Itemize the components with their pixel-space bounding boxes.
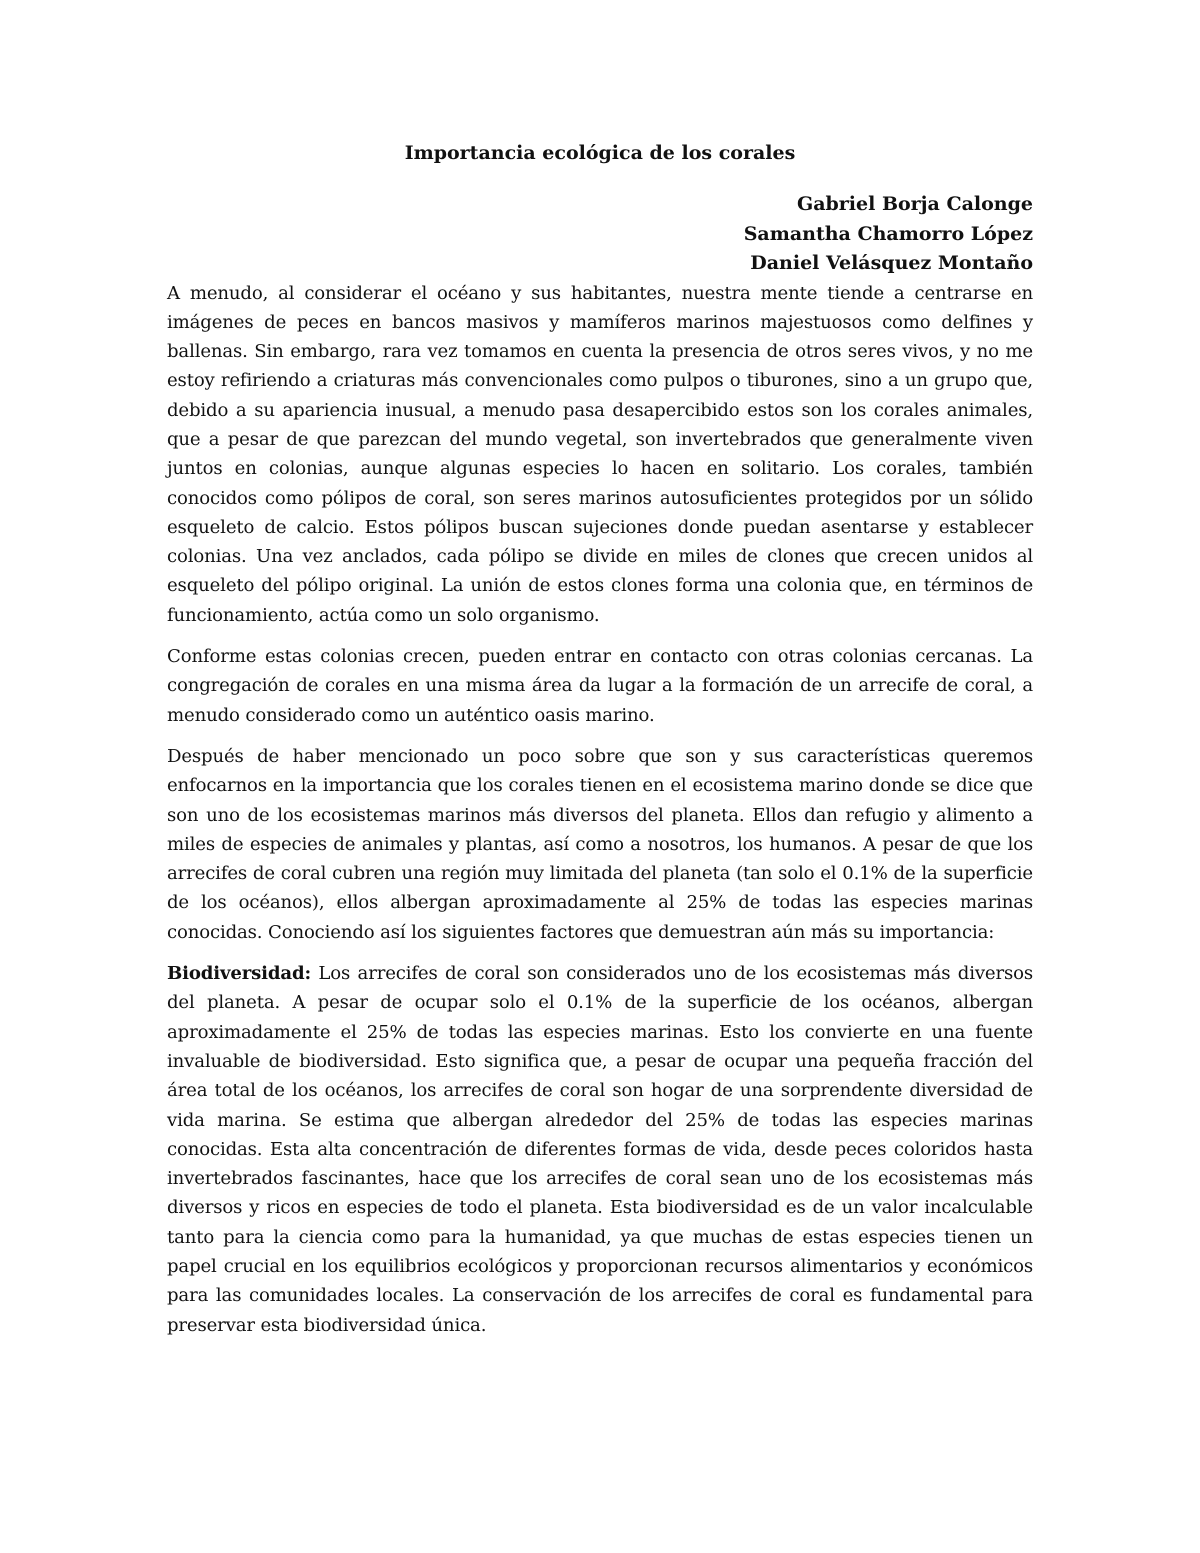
document-title: Importancia ecológica de los corales xyxy=(404,142,796,164)
body-paragraph: A menudo, al considerar el océano y sus habitantes, nuestra mente tiende a centrarse en imágenes de peces en bancos masivos y mamíferos marinos majestuosos como delfines y ballenas. Sin embargo, rara vez tomamos en cuenta la presencia de otros seres vivos, y no me estoy refiriendo a criaturas más convencionales como pulpos o tiburones, sino a un grupo que, debido a su apariencia inusual, a menudo pasa desapercibido estos son los corales animales, que a pesar de que parezcan del mundo vegetal, son invertebrados que generalmente viven juntos en colonias, aunque algunas especies lo hacen en solitario. Los corales, también conocidos como pólipos de coral, son seres marinos autosuficientes protegidos por un sólido esqueleto de calcio. Estos pólipos buscan sujeciones donde puedan asentarse y establecer colonias. Una vez anclados, cada pólipo se divide en miles de clones que crecen unidos al esqueleto del pólipo original. La unión de estos clones forma una colonia que, en términos de funcionamiento, actúa como un solo organismo. xyxy=(167,282,1033,626)
author-name: Daniel Velásquez Montaño xyxy=(750,252,1033,274)
document-page xyxy=(167,138,1033,1352)
author-list xyxy=(167,190,1033,279)
body-paragraph: Después de haber mencionado un poco sobre que son y sus características queremos enfocarnos en la importancia que los corales tienen en el ecosistema marino donde se dice que son uno de los ecosistemas marinos más diversos del planeta. Ellos dan refugio y alimento a miles de especies de animales y plantas, así como a nosotros, los humanos. A pesar de que los arrecifes de coral cubren una región muy limitada del planeta (tan solo el 0.1% de la superficie de los océanos), ellos albergan aproximadamente al 25% de todas las especies marinas conocidas. Conociendo así los siguientes factores que demuestran aún más su importancia: xyxy=(167,745,1033,943)
biodiversity-text: Los arrecifes de coral son considerados uno de los ecosistemas más diversos del planeta. A pesar de ocupar solo el 0.1% de la superficie de los océanos, albergan aproximadamente el 25% de todas las especies marinas. Esto los convierte en una fuente invaluable de biodiversidad. Esto significa que, a pesar de ocupar una pequeña fracción del área total de los océanos, los arrecifes de coral son hogar de una sorprendente diversidad de vida marina. Se estima que albergan alrededor del 25% de todas las especies marinas conocidas. Esta alta concentración de diferentes formas de vida, desde peces coloridos hasta invertebrados fascinantes, hace que los arrecifes de coral sean uno de los ecosistemas más diversos y ricos en especies de todo el planeta. Esta biodiversidad es de un valor incalculable tanto para la ciencia como para la humanidad, ya que muchas de estas especies tienen un papel crucial en los equilibrios ecológicos y proporcionan recursos alimentarios y económicos para las comunidades locales. La conservación de los arrecifes de coral es fundamental para preservar esta biodiversidad única. xyxy=(167,963,1033,1336)
author-name: Samantha Chamorro López xyxy=(743,222,1033,245)
body-paragraph: Conforme estas colonias crecen, pueden entrar en contacto con otras colonias cercanas. La congregación de corales en una misma área da lugar a la formación de un arrecife de coral, a menudo considerado como un auténtico oasis marino. xyxy=(167,646,1033,726)
biodiversity-paragraph xyxy=(167,959,1033,1340)
biodiversity-heading: Biodiversidad: xyxy=(167,963,311,985)
author-name: Gabriel Borja Calonge xyxy=(796,193,1033,215)
